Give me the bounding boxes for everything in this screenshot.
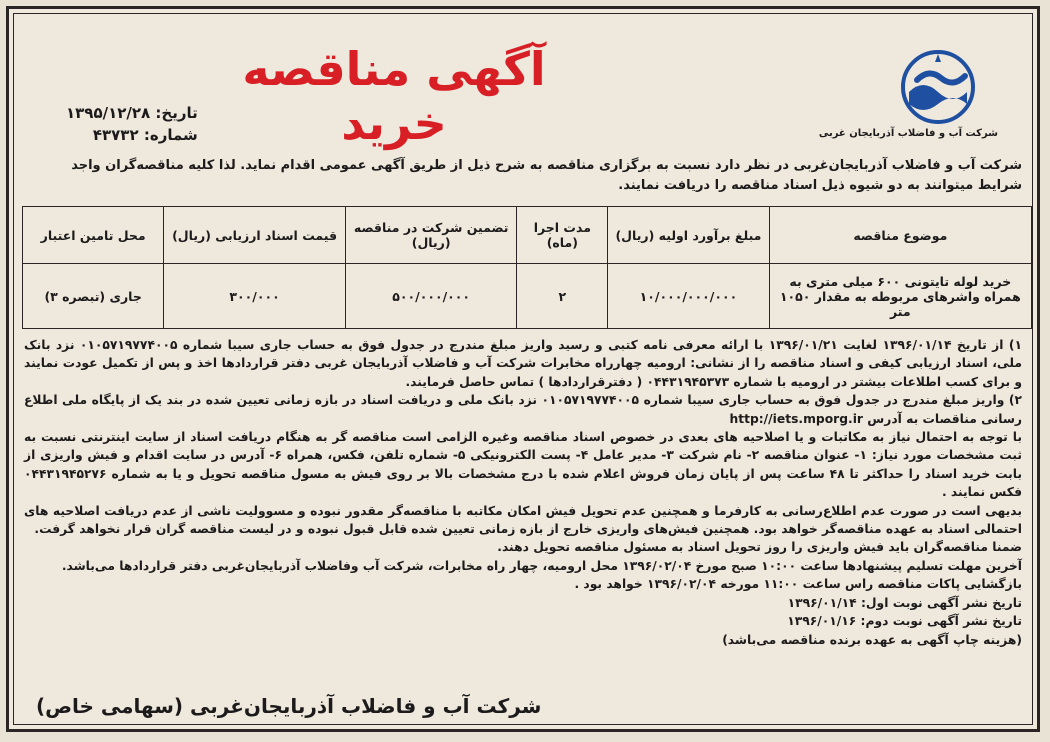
tender-table bbox=[22, 206, 1032, 329]
notice-header bbox=[14, 14, 1038, 154]
intro-paragraph: شرکت آب و فاضلاب آذربایجان‌غربی در نظر دارد نسبت به برگزاری مناقصه به شرح ذیل از طریق آگهی عمومی اقدام نماید. لذا کلیه مناقصه‌گران واجد شرایط میتوانند به دو شیوه ذیل اسناد مناقصه را دریافت نمایند. bbox=[71, 158, 1022, 193]
company-logo bbox=[818, 48, 998, 148]
notice-body bbox=[24, 336, 1022, 649]
paragraph-7: بازگشایی پاکات مناقصه راس ساعت ۱۱:۰۰ مورخه ۱۳۹۶/۰۲/۰۴ خواهد بود . bbox=[574, 577, 1022, 592]
paragraph-3: با توجه به احتمال نیاز به مکاتبات و یا اصلاحیه های بعدی در خصوص اسناد مناقصه وغیره الزامی است مناقصه گر به هنگام دریافت اسناد از سایت اینترنتی نسبت به ثبت مشخصات مورد نیاز: ۱- عنوان مناقصه ۲- نام شرکت ۳- مدیر عامل ۴- پست الکترونیکی ۵- شماره تلفن، فکس، همراه ۶- آدرس در سایت اقدام و فیش واریزی از بابت خرید اسناد را حداکثر تا ۴۸ ساعت پس از پایان زمان فروش اعلام شده با درج مشخصات بالا بر روی فیش به مسول مناقصه تحویل و یا به شماره ۰۴۴۳۱۹۴۵۲۷۶ فکس نمایند . bbox=[24, 430, 1023, 500]
header-subject: موضوع مناقصه bbox=[769, 207, 1031, 264]
header-guarantee: تضمین شرکت در مناقصه (ریال) bbox=[345, 207, 517, 264]
header-funding: محل تامین اعتبار bbox=[23, 207, 164, 264]
paragraph-9: تاریخ نشر آگهی نوبت دوم: ۱۳۹۶/۰۱/۱۶ bbox=[787, 614, 1022, 629]
tender-notice bbox=[6, 6, 1040, 732]
header-document-price: قیمت اسناد ارزیابی (ریال) bbox=[164, 207, 346, 264]
paragraph-8: تاریخ نشر آگهی نوبت اول: ۱۳۹۶/۰۱/۱۴ bbox=[787, 595, 1022, 610]
cell-document-price: ۳۰۰/۰۰۰ bbox=[164, 264, 346, 329]
notice-frame bbox=[13, 13, 1033, 725]
cell-duration: ۲ bbox=[517, 264, 608, 329]
paragraph-4: بدیهی است در صورت عدم اطلاع‌رسانی به کارفرما و همچنین عدم تحویل فیش امکان مکاتبه با مناقصه‌گر مقدور نبوده و مسوولیت ناشی از عدم دریافت اصلاحیه های احتمالی اسناد به عهده مناقصه‌گر خواهد بود. همچنین فیش‌های واریزی خارج از بازه زمانی تعیین شده قابل قبول نبوده و در لیست مناقصه گران قرار نخواهد گرفت. bbox=[24, 503, 1022, 537]
notice-meta bbox=[66, 102, 198, 146]
company-signature: شرکت آب و فاضلاب آذربایجان‌غربی (سهامی خاص) bbox=[36, 694, 542, 718]
paragraph-6: آخرین مهلت تسلیم پیشنهادها ساعت ۱۰:۰۰ صبح مورخ ۱۳۹۶/۰۲/۰۴ محل ارومیه، چهار راه مخابرات، شرکت آب وفاضلاب آذربایجان‌غربی دفتر قراردادها می‌باشد. bbox=[61, 558, 1022, 573]
paragraph-1: ۱) از تاریخ ۱۳۹۶/۰۱/۱۴ لغایت ۱۳۹۶/۰۱/۲۱ با ارائه معرفی نامه کتبی و رسید واریز مبلغ مندرج در جدول فوق به حساب جاری سیبا شماره ۰۱۰۵۷۱۹۷۷۴۰۰۵ نزد بانک ملی، اسناد ارزیابی کیفی و اسناد مناقصه را از نشانی: ارومیه چهارراه مخابرات شرکت آب و فاضلاب آذربایجان غربی دفتر قراردادها اخذ و پس از تکمیل عودت نمایند و برای کسب اطلاعات بیشتر در ارومیه با شماره ۰۴۴۳۱۹۴۵۳۷۳ ( دفترقراردادها ) تماس حاصل فرمایند. bbox=[24, 338, 1023, 389]
cell-funding: جاری (تبصره ۳) bbox=[23, 264, 164, 329]
header-duration: مدت اجرا (ماه) bbox=[517, 207, 608, 264]
table-row bbox=[23, 264, 1032, 329]
header-estimate: مبلغ برآورد اولیه (ریال) bbox=[608, 207, 769, 264]
paragraph-10: (هزینه چاپ آگهی به عهده برنده مناقصه می‌باشد) bbox=[722, 632, 1022, 647]
logo-caption: شرکت آب و فاضلاب آذربایجان غربی bbox=[818, 128, 998, 139]
cell-estimate: ۱۰/۰۰۰/۰۰۰/۰۰۰ bbox=[608, 264, 769, 329]
cell-guarantee: ۵۰۰/۰۰۰/۰۰۰ bbox=[345, 264, 517, 329]
paragraph-2-text: ۲) واریز مبلغ مندرج در جدول فوق به حساب جاری سیبا شماره ۰۱۰۵۷۱۹۷۷۴۰۰۵ نزد بانک ملی و دریافت اسناد در بازه زمانی تعیین شده در بند یک از پایگاه ملی اطلاع رسانی مناقصات به آدرس bbox=[24, 393, 1022, 426]
paragraph-2 bbox=[24, 391, 1022, 428]
table-header-row bbox=[23, 207, 1032, 264]
notice-number: شماره: ۴۳۷۳۲ bbox=[92, 126, 198, 144]
notice-date: تاریخ: ۱۳۹۵/۱۲/۲۸ bbox=[66, 104, 198, 122]
cell-subject: خرید لوله تایتونی ۶۰۰ میلی متری به همراه واشرهای مربوطه به مقدار ۱۰۵۰ متر bbox=[769, 264, 1031, 329]
water-drop-logo-icon bbox=[895, 48, 981, 126]
notice-title: آگهی مناقصه خرید bbox=[242, 42, 546, 150]
tender-portal-link[interactable]: http://iets.mporg.ir bbox=[729, 411, 863, 426]
paragraph-5: ضمنا مناقصه‌گران باید فیش واریزی را روز تحویل اسناد به مسئول مناقصه تحویل دهند. bbox=[497, 540, 1022, 555]
